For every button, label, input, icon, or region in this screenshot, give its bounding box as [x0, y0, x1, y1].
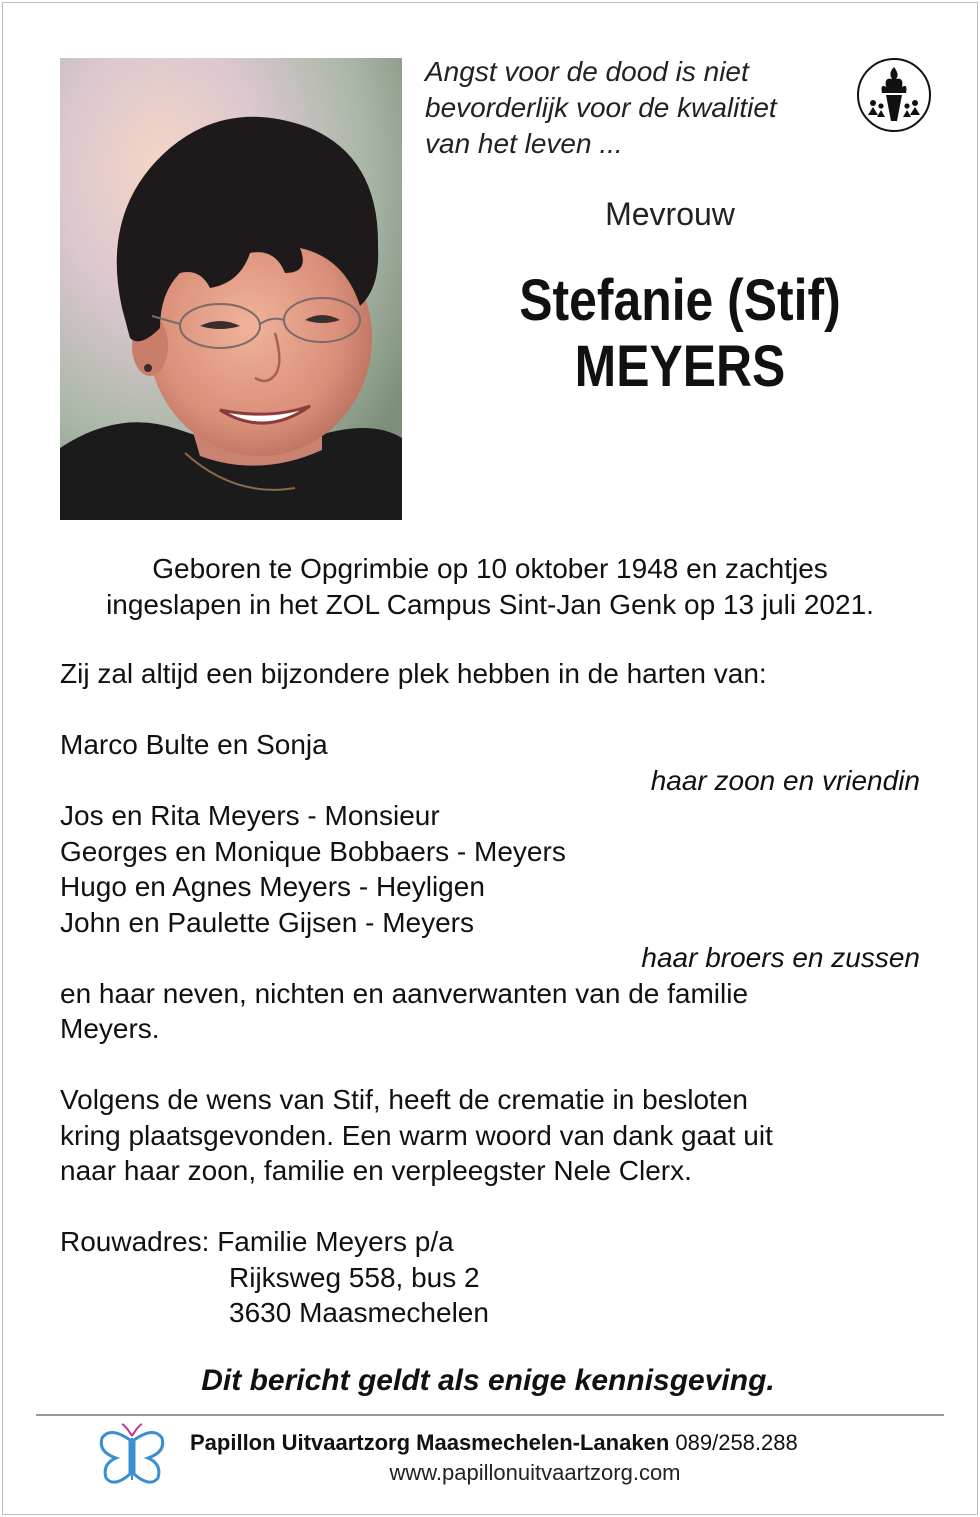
torch-emblem-icon: [856, 57, 932, 133]
birth-death-text: [30, 551, 950, 623]
last-name: MEYERS: [574, 334, 786, 399]
cremation-line: Volgens de wens van Stif, heeft de crematie in besloten: [60, 1084, 748, 1115]
cremation-line: naar haar zoon, familie en verpleegster Nele Clerx.: [60, 1155, 692, 1186]
intro-text: Zij zal altijd een bijzondere plek hebben in de harten van:: [60, 658, 767, 689]
address-label: Rouwadres:: [60, 1226, 210, 1257]
butterfly-logo-icon: [96, 1422, 168, 1490]
funeral-company: [190, 1430, 798, 1456]
address-line: 3630 Maasmechelen: [229, 1297, 489, 1328]
sibling-name: Georges en Monique Bobbaers - Meyers: [60, 835, 566, 867]
address-line: Familie Meyers p/a: [217, 1226, 454, 1257]
company-name: Papillon Uitvaartzorg Maasmechelen-Lanaken: [190, 1430, 670, 1455]
birth-line: Geboren te Opgrimbie op 10 oktober 1948 en zachtjes: [152, 553, 828, 584]
quote-line: bevorderlijk voor de kwalitiet: [425, 92, 777, 123]
address-first-line: [60, 1224, 920, 1260]
salutation: Mevrouw: [605, 196, 735, 232]
son-names: Marco Bulte en Sonja: [60, 729, 328, 760]
closing-statement: Dit bericht geldt als enige kennisgeving.: [201, 1364, 775, 1397]
address-line: Rijksweg 558, bus 2: [229, 1261, 480, 1293]
sibling-name: Hugo en Agnes Meyers - Heyligen: [60, 871, 485, 902]
siblings-relation: haar broers en zussen: [641, 942, 920, 973]
quote-line: Angst voor de dood is niet: [425, 56, 749, 87]
relatives-line: en haar neven, nichten en aanverwanten van de familie: [60, 977, 749, 1009]
sibling-name: Jos en Rita Meyers - Monsieur: [60, 800, 440, 831]
quote: [425, 54, 845, 162]
notice-body: [60, 656, 920, 1331]
deceased-name: [456, 268, 903, 400]
company-phone[interactable]: 089/258.288: [675, 1430, 798, 1455]
relatives-line: Meyers.: [60, 1013, 160, 1044]
death-line: ingeslapen in het ZOL Campus Sint-Jan Genk op 13 juli 2021.: [106, 589, 874, 620]
footer-divider: [36, 1414, 944, 1416]
sibling-name: John en Paulette Gijsen - Meyers: [60, 906, 474, 938]
quote-line: van het leven ...: [425, 128, 623, 159]
son-relation: haar zoon en vriendin: [650, 764, 920, 796]
first-name: Stefanie (Stif): [519, 268, 841, 333]
company-website[interactable]: www.papillonuitvaartzorg.com: [389, 1460, 681, 1485]
cremation-line: kring plaatsgevonden. Een warm woord van dank gaat uit: [60, 1119, 773, 1151]
portrait-photo: [60, 58, 402, 520]
